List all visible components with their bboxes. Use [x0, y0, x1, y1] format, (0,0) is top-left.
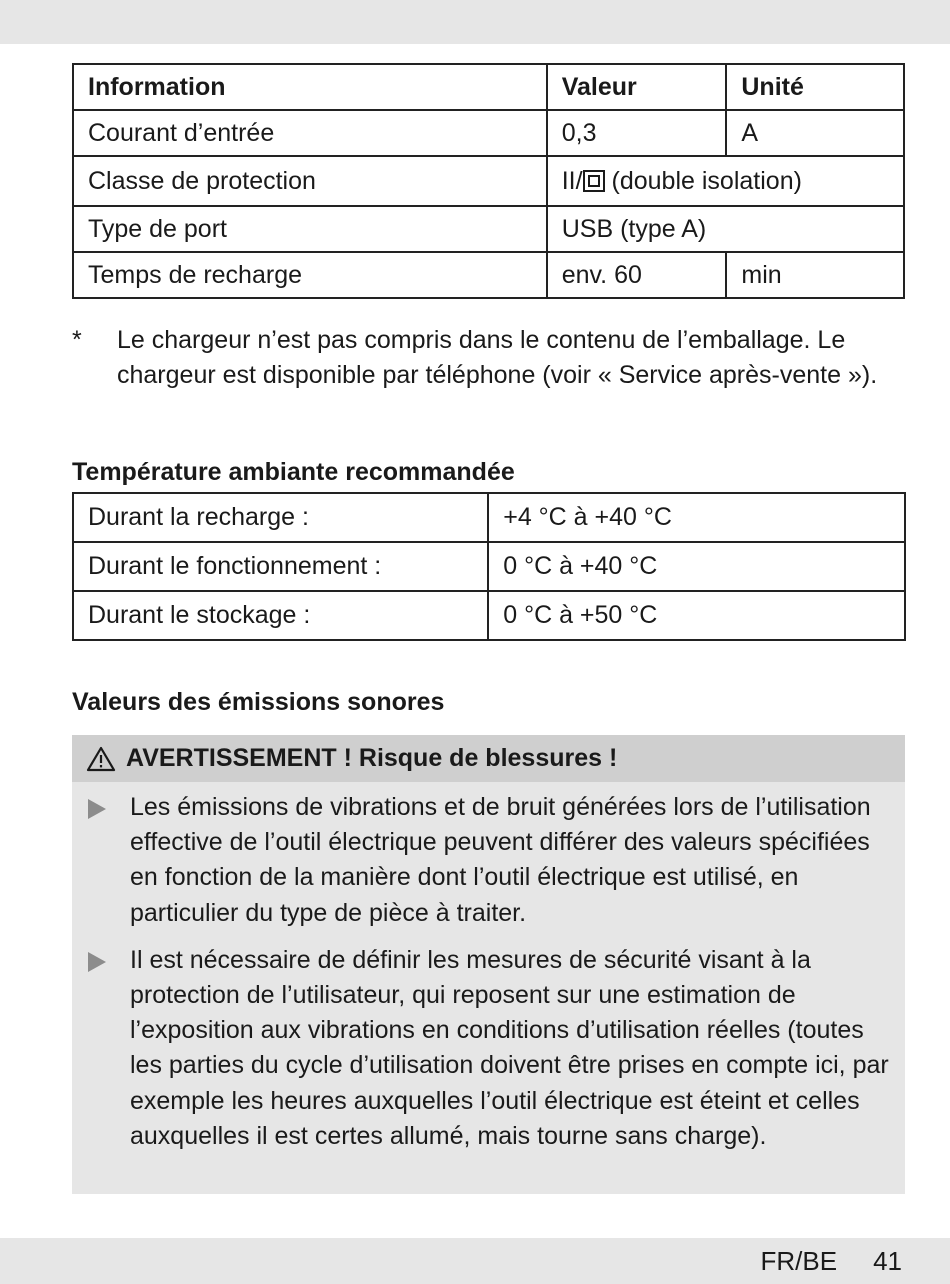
row-info: Courant d’entrée: [73, 110, 547, 156]
warning-bullet-text: Les émissions de vibrations et de bruit générées lors de l’utilisation effective de l’outil électrique peuvent différer des valeurs spécifiées en fonction de la manière dont l’outil électrique est utilisé, en particulier du type de pièce à traiter.: [130, 793, 871, 927]
temp-value: +4 °C à +40 °C: [488, 493, 905, 542]
row-unit: min: [726, 252, 904, 298]
row-unit: A: [726, 110, 904, 156]
footnote-text: Le chargeur n’est pas compris dans le contenu de l’emballage. Le chargeur est disponible par téléphone (voir « Service après-vente »).: [117, 326, 878, 389]
table-row: [73, 542, 905, 591]
header-information: Information: [73, 64, 547, 110]
row-value: USB (type A): [547, 206, 904, 252]
row-value: 0,3: [547, 110, 727, 156]
footnote: [72, 323, 892, 393]
footer-locale: FR/BE: [760, 1246, 838, 1276]
temp-label: Durant le fonctionnement :: [73, 542, 488, 591]
table-row: [73, 493, 905, 542]
double-insulation-icon: [583, 170, 605, 192]
warning-bullet: [72, 790, 905, 931]
table-header-row: [73, 64, 904, 110]
row-value: env. 60: [547, 252, 727, 298]
table-row: [73, 252, 904, 298]
bullet-arrow-icon: [88, 952, 106, 972]
bullet-arrow-icon: [88, 799, 106, 819]
protection-class-suffix: (double isolation): [604, 166, 802, 195]
row-info: Temps de recharge: [73, 252, 547, 298]
footnote-marker: *: [72, 326, 82, 354]
temp-label: Durant le stockage :: [73, 591, 488, 640]
warning-header: [72, 735, 905, 782]
temp-value: 0 °C à +40 °C: [488, 542, 905, 591]
table-row: [73, 206, 904, 252]
header-unit: Unité: [726, 64, 904, 110]
warning-title: AVERTISSEMENT ! Risque de blessures !: [126, 744, 618, 772]
warning-triangle-icon: [86, 746, 116, 772]
footer: [761, 1246, 903, 1277]
table-row: [73, 110, 904, 156]
row-info: Type de port: [73, 206, 547, 252]
warning-bullet-text: Il est nécessaire de définir les mesures de sécurité visant à la protection de l’utilisateur, qui reposent sur une estimation de l’exposition aux vibrations en conditions d’utilisation réelles (toutes les parties du cycle d’utilisation doivent être prises en compte ici, par exemple les heures auxquelles l’outil électrique est éteint et celles auxquelles il est certes allumé, mais tourne sans charge).: [130, 945, 889, 1150]
table-row: [73, 591, 905, 640]
emissions-heading: Valeurs des émissions sonores: [72, 688, 445, 716]
protection-class-value: II/: [561, 166, 583, 195]
temperature-table: [72, 492, 906, 641]
row-info: Classe de protection: [73, 156, 547, 206]
page-number: 41: [873, 1246, 902, 1276]
warning-box: [72, 735, 905, 1194]
temp-value: 0 °C à +50 °C: [488, 591, 905, 640]
technical-data-table: [72, 63, 905, 299]
top-band: [0, 0, 950, 44]
table-row: [73, 156, 904, 206]
row-value: [547, 156, 904, 206]
temperature-heading: Température ambiante recommandée: [72, 458, 515, 486]
temp-label: Durant la recharge :: [73, 493, 488, 542]
warning-bullet: [72, 943, 905, 1154]
header-value: Valeur: [547, 64, 727, 110]
